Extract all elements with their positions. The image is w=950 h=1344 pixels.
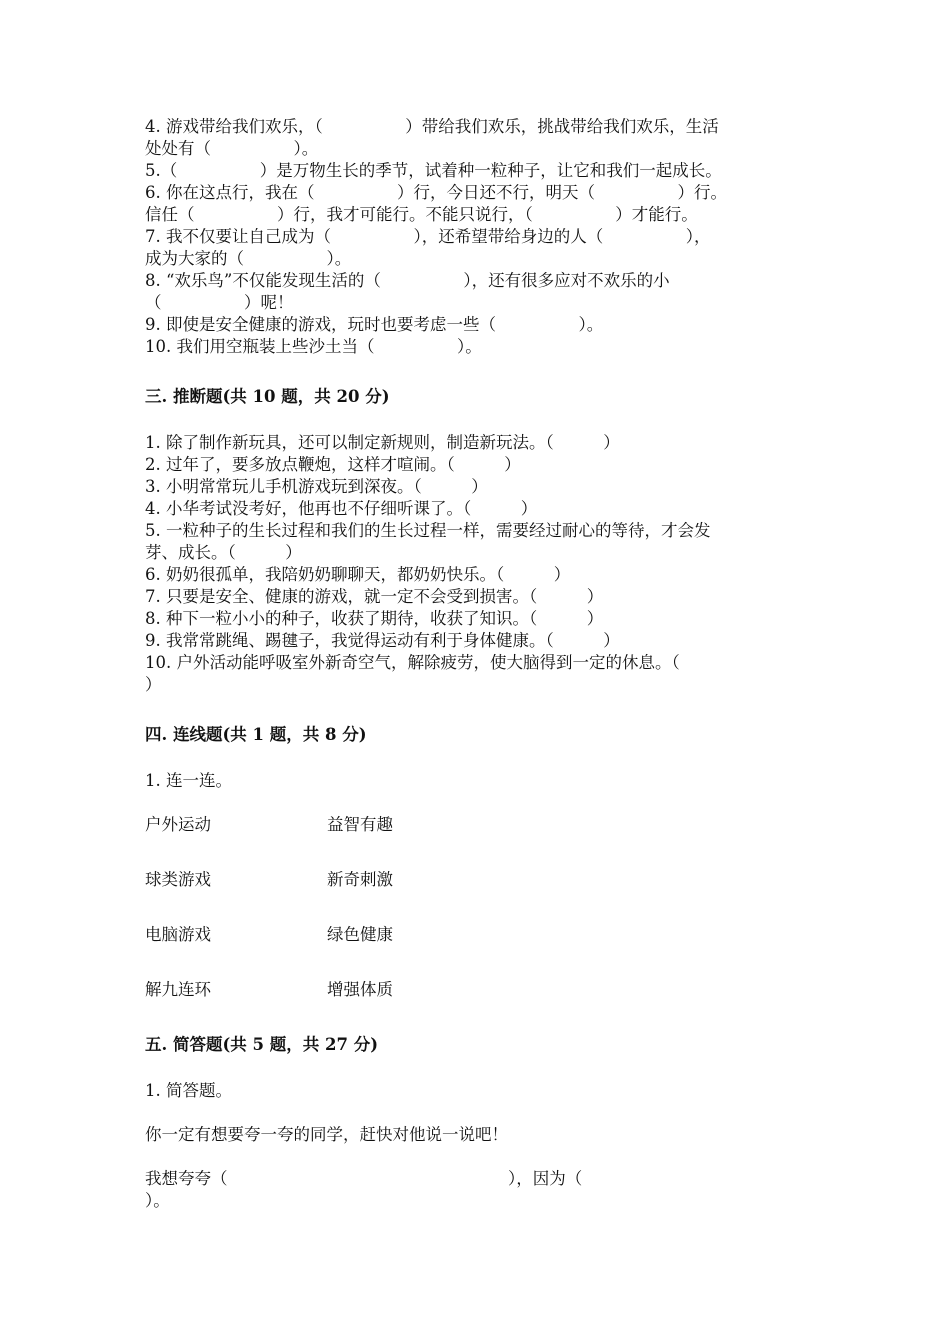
- fill-question-item: [145, 116, 815, 160]
- question-text-line: 5. 一粒种子的生长过程和我们的生长过程一样，需要经过耐心的等待，才会发: [145, 521, 711, 540]
- true-false-questions: [145, 432, 815, 696]
- question-text-line: 9. 即使是安全健康的游戏，玩时也要考虑一些（ ）。: [145, 315, 604, 334]
- judge-question-item: [145, 652, 815, 696]
- question-text-line: 信任（ ）行，我才可能行。不能只说行，（ ）才能行。: [145, 205, 698, 224]
- question-text-line: 9. 我常常跳绳、踢毽子，我觉得运动有利于身体健康。（ ）: [145, 631, 620, 650]
- matching-row: [145, 979, 815, 1034]
- question-text-line: 7. 我不仅要让自己成为（ ），还希望带给身边的人（ ），: [145, 227, 711, 246]
- worksheet-page: [145, 116, 815, 1212]
- judge-question-item: [145, 520, 815, 564]
- matching-row: [145, 814, 815, 869]
- matching-right-item[interactable]: 益智有趣: [327, 815, 393, 834]
- section-3-title: 三. 推断题(共 10 题，共 20 分): [145, 387, 390, 406]
- matching-row: [145, 869, 815, 924]
- judge-question-item: [145, 476, 815, 498]
- judge-question-item: [145, 608, 815, 630]
- fill-in-questions: [145, 116, 815, 358]
- question-text-line: 6. 你在这点行，我在（ ）行，今日还不行，明天（ ）行。: [145, 183, 727, 202]
- judge-question-item: [145, 498, 815, 520]
- matching-right-item[interactable]: 新奇刺激: [327, 870, 393, 889]
- question-text-line: 5.（ ）是万物生长的季节，试着种一粒种子，让它和我们一起成长。: [145, 161, 722, 180]
- judge-question-item: [145, 454, 815, 476]
- fill-question-item: [145, 336, 815, 358]
- matching-right-item[interactable]: 增强体质: [327, 980, 393, 999]
- question-text-line: 8. “欢乐鸟”不仅能发现生活的（ ），还有很多应对不欢乐的小: [145, 271, 670, 290]
- answer-line-2[interactable]: ）。: [145, 1191, 170, 1210]
- section-4-title: 四. 连线题(共 1 题，共 8 分): [145, 725, 367, 744]
- fill-question-item: [145, 160, 815, 182]
- question-text-line: 6. 奶奶很孤单，我陪奶奶聊聊天，都奶奶快乐。（ ）: [145, 565, 571, 584]
- question-text-line: 7. 只要是安全、健康的游戏，就一定不会受到损害。（ ）: [145, 587, 604, 606]
- matching-right-item[interactable]: 绿色健康: [327, 925, 393, 944]
- matching-question: 1. 连一连。: [145, 771, 232, 790]
- matching-left-item[interactable]: 球类游戏: [145, 870, 211, 889]
- fill-question-item: [145, 182, 815, 226]
- fill-question-item: [145, 314, 815, 336]
- question-text-line: 芽、成长。（ ）: [145, 543, 302, 562]
- matching-left-item[interactable]: 解九连环: [145, 980, 211, 999]
- matching-left-item[interactable]: 电脑游戏: [145, 925, 211, 944]
- answer-line-1[interactable]: 我想夸夸（ ），因为（: [145, 1169, 583, 1188]
- judge-question-item: [145, 432, 815, 454]
- matching-pairs: [145, 814, 815, 1034]
- question-text-line: 10. 我们用空瓶装上些沙土当（ ）。: [145, 337, 482, 356]
- fill-question-item: [145, 226, 815, 270]
- short-answer-prompt: 你一定有想要夸一夸的同学，赶快对他说一说吧！: [145, 1125, 508, 1144]
- judge-question-item: [145, 586, 815, 608]
- fill-question-item: [145, 270, 815, 314]
- matching-row: [145, 924, 815, 979]
- question-text-line: 10. 户外活动能呼吸室外新奇空气，解除疲劳，使大脑得到一定的休息。（: [145, 653, 680, 672]
- question-text-line: （ ）呢！: [145, 293, 294, 312]
- question-text-line: 成为大家的（ ）。: [145, 249, 352, 268]
- judge-question-item: [145, 564, 815, 586]
- question-text-line: 1. 除了制作新玩具，还可以制定新规则，制造新玩法。（ ）: [145, 433, 620, 452]
- section-5-title: 五. 简答题(共 5 题，共 27 分): [145, 1035, 379, 1054]
- short-answer-question: 1. 简答题。: [145, 1081, 232, 1100]
- question-text-line: 4. 游戏带给我们欢乐，（ ）带给我们欢乐，挑战带给我们欢乐，生活: [145, 117, 719, 136]
- question-text-line: 3. 小明常常玩儿手机游戏玩到深夜。（ ）: [145, 477, 488, 496]
- judge-question-item: [145, 630, 815, 652]
- question-text-line: 8. 种下一粒小小的种子，收获了期待，收获了知识。（ ）: [145, 609, 604, 628]
- question-text-line: 4. 小华考试没考好，他再也不仔细听课了。（ ）: [145, 499, 538, 518]
- question-text-line: 2. 过年了，要多放点鞭炮，这样才喧闹。（ ）: [145, 455, 521, 474]
- matching-left-item[interactable]: 户外运动: [145, 815, 211, 834]
- question-text-line: ）: [145, 675, 162, 694]
- question-text-line: 处处有（ ）。: [145, 139, 319, 158]
